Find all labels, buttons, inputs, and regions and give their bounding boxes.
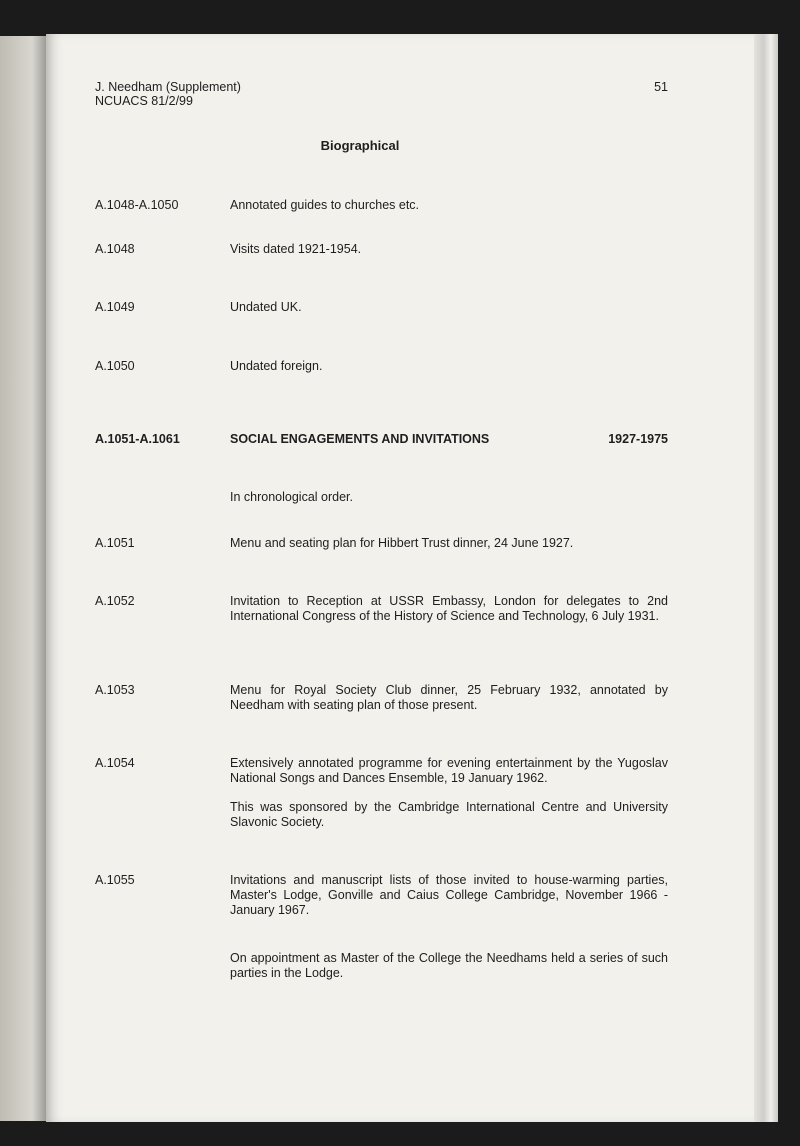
entry-description: Menu and seating plan for Hibbert Trust dinner, 24 June 1927. — [230, 536, 574, 550]
entry-description: Invitation to Reception at USSR Embassy, London for delegates to 2nd International Congress of the History of Science and Technology, 6 July 1931. — [230, 594, 668, 623]
entry-ref: A.1048-A.1050 — [95, 198, 179, 212]
page-number: 51 — [654, 80, 668, 94]
entry-ref: A.1052 — [95, 594, 135, 608]
entry-description: Visits dated 1921-1954. — [230, 242, 362, 256]
entry-ref: A.1053 — [95, 683, 135, 697]
header-catalogue-number: NCUACS 81/2/99 — [95, 94, 193, 108]
entry-note: This was sponsored by the Cambridge International Centre and University Slavonic Society. — [230, 800, 668, 829]
entry-ref: A.1048 — [95, 242, 135, 256]
entry-description: Invitations and manuscript lists of those invited to house-warming parties, Master's Lodge, Gonville and Caius College Cambridge, November 1966 - January 1967. — [230, 873, 668, 917]
entry-description: Extensively annotated programme for evening entertainment by the Yugoslav National Songs and Dances Ensemble, 19 January 1962. — [230, 756, 668, 785]
entry-ref: A.1049 — [95, 300, 135, 314]
entry-ref: A.1050 — [95, 359, 135, 373]
entry-description: Undated UK. — [230, 300, 302, 314]
series-ref: A.1051-A.1061 — [95, 432, 180, 446]
series-dates: 1927-1975 — [608, 432, 668, 446]
entry-ref: A.1055 — [95, 873, 135, 887]
header-collection-title: J. Needham (Supplement) — [95, 80, 241, 94]
entry-description: Undated foreign. — [230, 359, 323, 373]
entry-ref: A.1054 — [95, 756, 135, 770]
entry-description: Annotated guides to churches etc. — [230, 198, 420, 212]
entry-ref: A.1051 — [95, 536, 135, 550]
series-title: SOCIAL ENGAGEMENTS AND INVITATIONS — [230, 432, 490, 446]
section-title: Biographical — [320, 138, 400, 153]
facing-page-edge — [0, 36, 46, 1121]
entry-note: On appointment as Master of the College the Needhams held a series of such parties in the Lodge. — [230, 951, 668, 980]
series-note: In chronological order. — [230, 490, 353, 504]
page-stack-edge — [754, 34, 778, 1122]
entry-description: Menu for Royal Society Club dinner, 25 February 1932, annotated by Needham with seating plan of those present. — [230, 683, 668, 712]
